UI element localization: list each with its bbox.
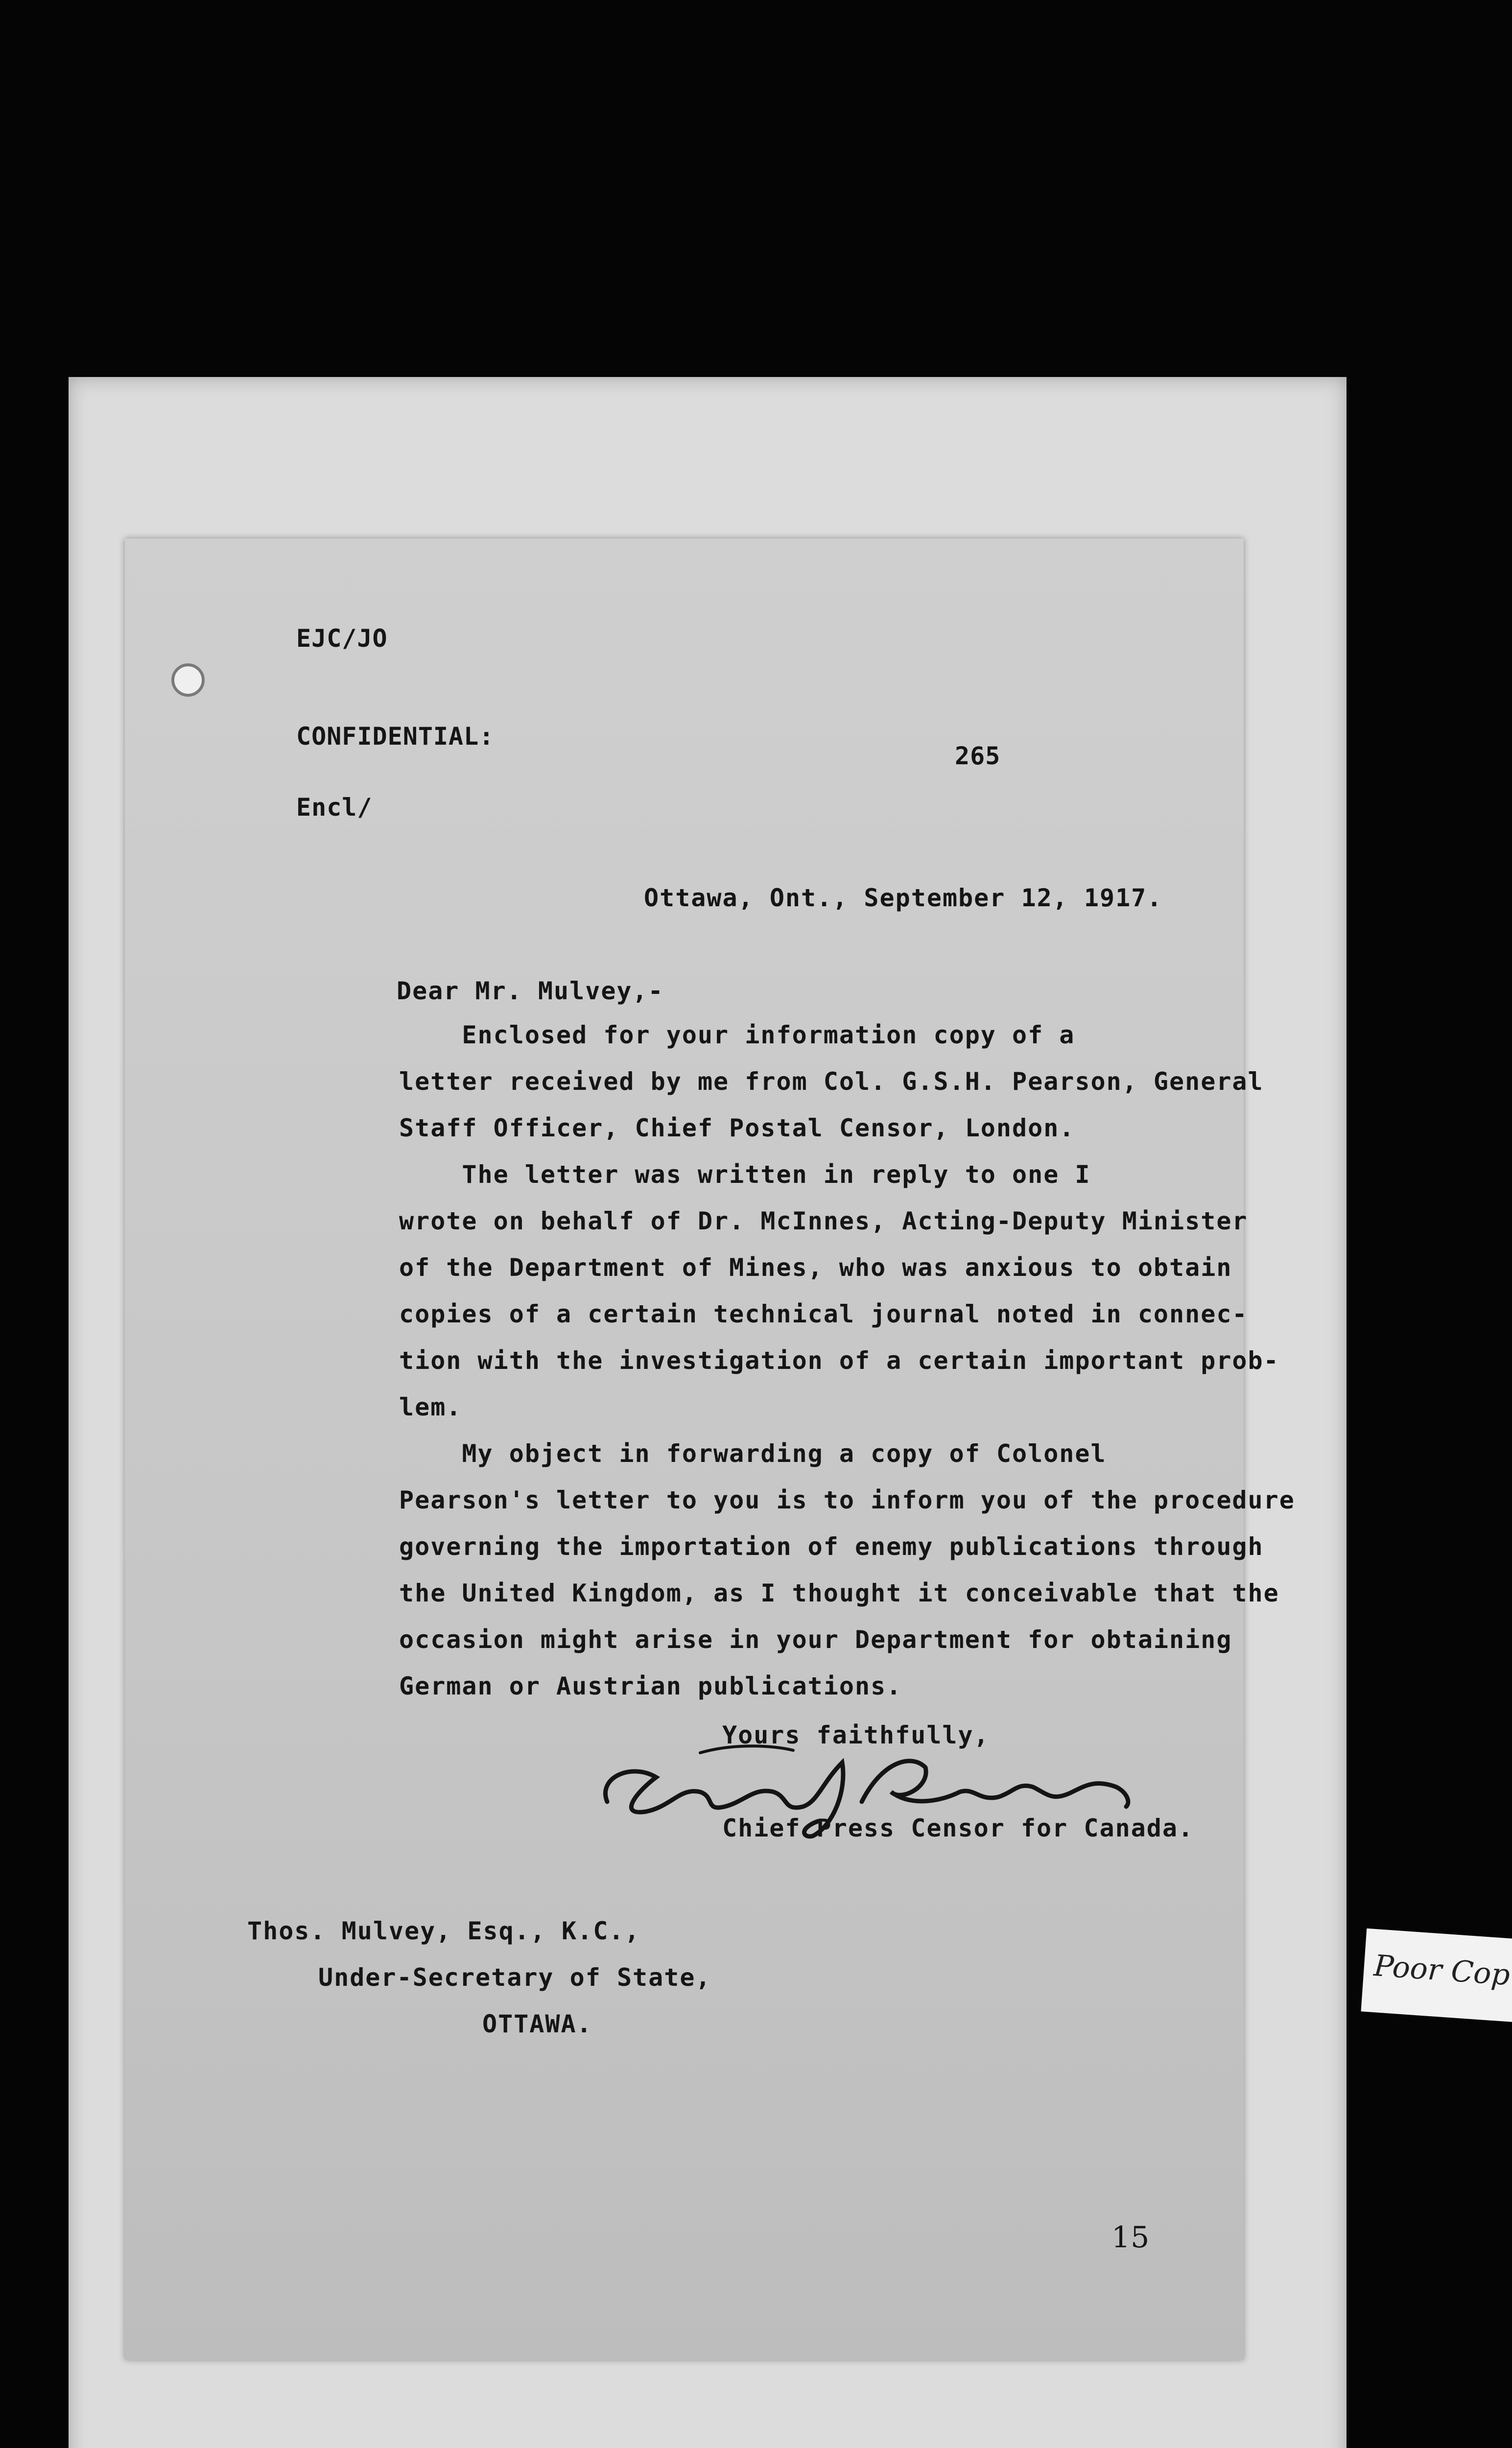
closing: Yours faithfully, <box>722 1721 990 1749</box>
body-line: of the Department of Mines, who was anxious to obtain <box>399 1253 1232 1282</box>
body-line: wrote on behalf of Dr. McInnes, Acting-Deputy Minister <box>399 1207 1248 1235</box>
body-line: Enclosed for your information copy of a <box>399 1021 1075 1049</box>
addressee-line: OTTAWA. <box>482 2010 592 2038</box>
enclosure-note: Encl/ <box>296 793 373 822</box>
body-line: copies of a certain technical journal noted in connec- <box>399 1300 1248 1328</box>
body-line: occasion might arise in your Department for obtaining <box>399 1625 1232 1654</box>
body-line: letter received by me from Col. G.S.H. Pearson, General <box>399 1067 1264 1096</box>
page-mark: 15 <box>1111 2220 1150 2255</box>
body-line: German or Austrian publications. <box>399 1672 902 1700</box>
body-line: Staff Officer, Chief Postal Censor, London. <box>399 1114 1075 1142</box>
addressee-line: Thos. Mulvey, Esq., K.C., <box>247 1917 640 1945</box>
body-line: tion with the investigation of a certain important prob- <box>399 1346 1279 1375</box>
body-line: Pearson's letter to you is to inform you of the procedure <box>399 1486 1295 1514</box>
side-note-text: Poor Cop <box>1372 1948 1512 1993</box>
salutation: Dear Mr. Mulvey,- <box>397 977 664 1005</box>
body-line: the United Kingdom, as I thought it conceivable that the <box>399 1579 1279 1607</box>
body-line: My object in forwarding a copy of Colonel <box>399 1439 1107 1468</box>
body-line: lem. <box>399 1393 462 1421</box>
addressee-line: Under-Secretary of State, <box>318 1963 711 1992</box>
side-note-tag <box>1361 1929 1512 2023</box>
body-line: governing the importation of enemy publications through <box>399 1532 1264 1561</box>
file-number: 265 <box>955 742 1001 770</box>
body-line: The letter was written in reply to one I <box>399 1160 1091 1189</box>
letter-reference: EJC/JO <box>296 624 388 653</box>
place-date: Ottawa, Ont., September 12, 1917. <box>644 884 1163 912</box>
signatory-title: Chief Press Censor for Canada. <box>722 1814 1194 1842</box>
letter-classification: CONFIDENTIAL: <box>296 722 495 751</box>
punch-hole <box>171 663 205 697</box>
